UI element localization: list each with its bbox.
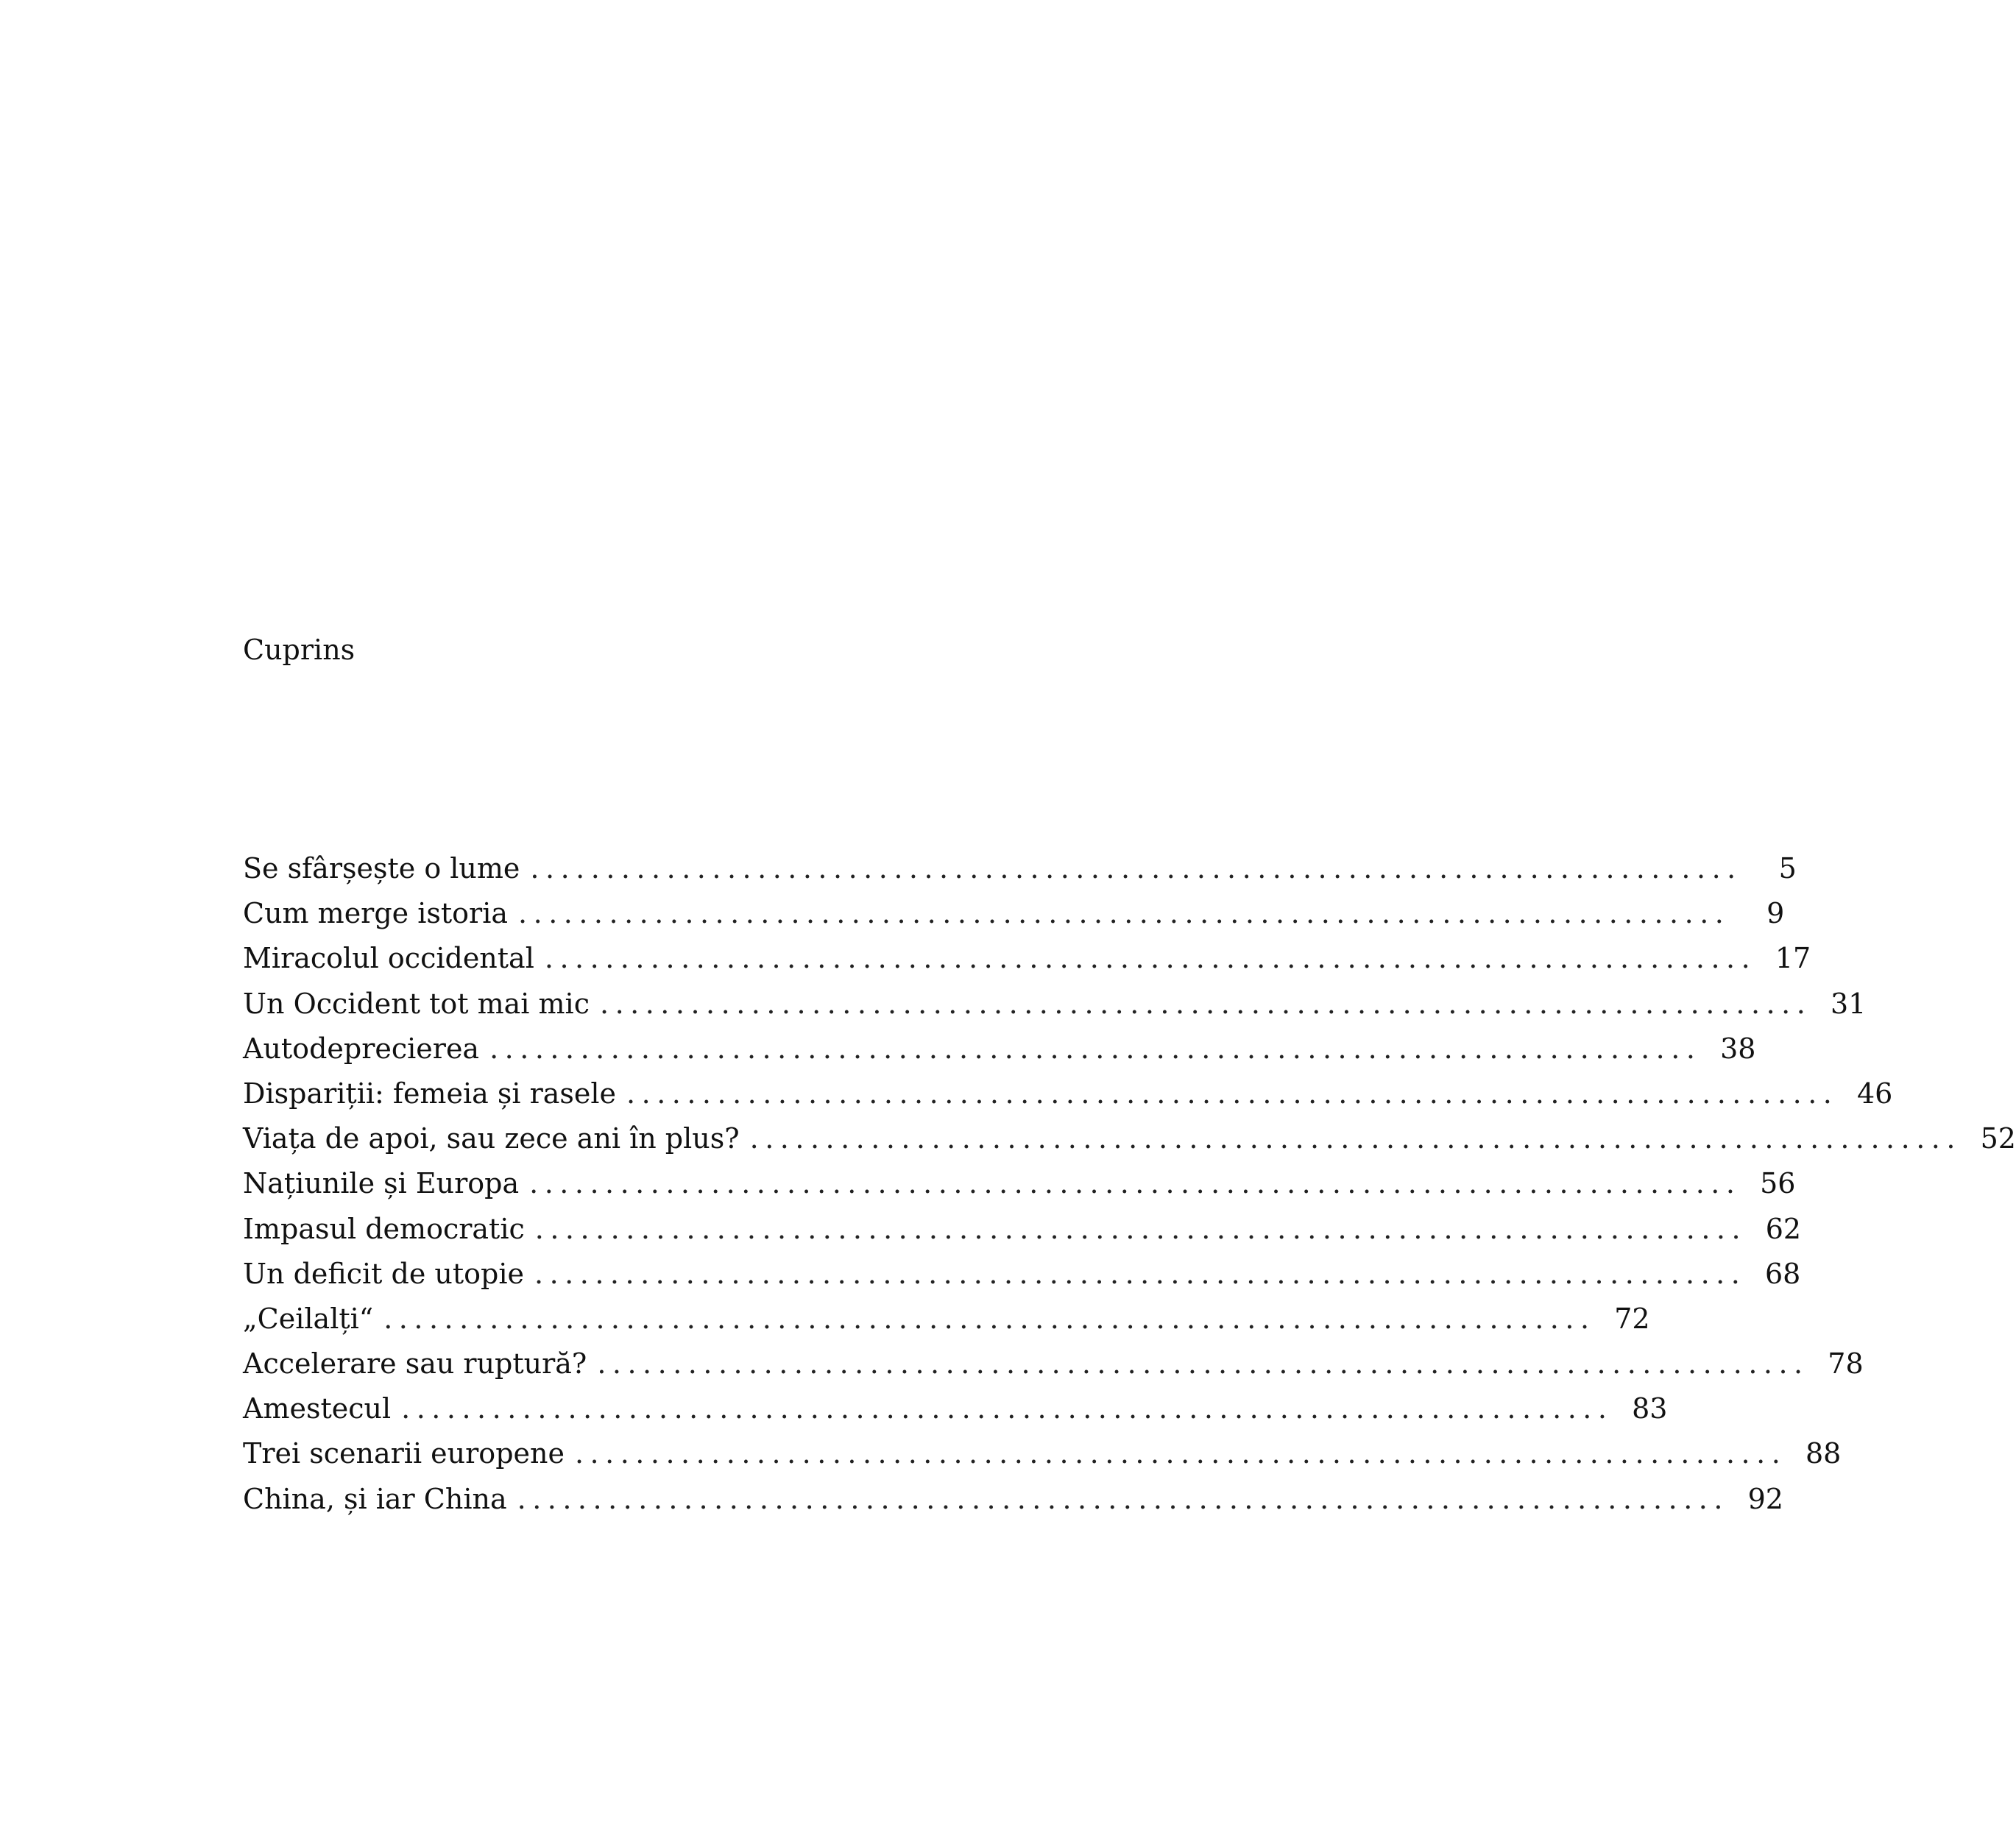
toc-entry: [243, 1390, 1668, 1435]
toc-entry: [243, 940, 1811, 985]
toc-entry: [243, 1345, 1864, 1390]
toc-entry-page: 5: [1778, 852, 1797, 885]
toc-entry-label: Națiunile și Europa: [243, 1167, 520, 1200]
toc-entry-label: Impasul democratic: [243, 1212, 525, 1245]
toc-entry: [243, 1075, 1893, 1120]
toc-entry-label: Miracolul occidental: [243, 942, 534, 975]
toc-entry-page: 83: [1632, 1392, 1668, 1425]
toc-entry: [243, 1211, 1802, 1255]
toc-entry-page: 68: [1764, 1257, 1801, 1290]
toc-entry-page: 88: [1805, 1437, 1842, 1470]
toc-entry: [243, 1165, 1796, 1210]
toc-entry: [243, 1481, 1783, 1525]
toc-entry-page: 92: [1747, 1482, 1783, 1515]
toc-entry: [243, 1435, 1842, 1480]
dot-leader: ................................................................................: [749, 1122, 1962, 1155]
toc-entry-page: 72: [1614, 1302, 1650, 1335]
dot-leader: ................................................................................: [597, 1347, 1809, 1381]
toc-entry-label: Trei scenarii europene: [243, 1437, 565, 1470]
toc-entry: [243, 1255, 1801, 1300]
toc-entry-page: 78: [1828, 1347, 1864, 1381]
toc-entry-label: „Ceilalți“: [243, 1302, 374, 1335]
toc-entry-label: Amestecul: [243, 1392, 392, 1425]
toc-entry-label: Accelerare sau ruptură?: [243, 1347, 587, 1381]
dot-leader: ................................................................................: [534, 1212, 1747, 1245]
toc-entry: [243, 1030, 1756, 1075]
toc-title: Cuprins: [243, 634, 356, 666]
toc-entry-page: 62: [1765, 1212, 1802, 1245]
dot-leader: ................................................................................: [383, 1302, 1596, 1335]
toc-entry-label: Dispariții: femeia și rasele: [243, 1077, 617, 1110]
dot-leader: ................................................................................: [544, 942, 1757, 975]
toc-list: [243, 850, 2016, 1525]
toc-entry: [243, 1300, 1650, 1345]
dot-leader: ................................................................................: [517, 1482, 1729, 1515]
toc-entry-page: 31: [1830, 987, 1867, 1020]
toc-entry-label: Cum merge istoria: [243, 897, 509, 930]
toc-entry-label: Se sfârșește o lume: [243, 852, 520, 885]
toc-entry-page: 56: [1760, 1167, 1796, 1200]
dot-leader: ................................................................................: [626, 1077, 1839, 1110]
toc-entry-label: Un deficit de utopie: [243, 1257, 525, 1290]
toc-entry-label: China, și iar China: [243, 1482, 507, 1515]
dot-leader: ................................................................................: [529, 1167, 1741, 1200]
toc-entry: [243, 1120, 2016, 1165]
toc-entry-page: 52: [1980, 1122, 2016, 1155]
dot-leader: ................................................................................: [530, 852, 1742, 885]
dot-leader: ................................................................................: [534, 1257, 1747, 1290]
toc-entry: [243, 850, 1797, 895]
toc-entry-page: 9: [1766, 897, 1785, 930]
toc-entry-label: Viața de apoi, sau zece ani în plus?: [243, 1122, 740, 1155]
dot-leader: ................................................................................: [599, 987, 1812, 1020]
toc-entry: [243, 895, 1785, 940]
toc-entry-page: 46: [1857, 1077, 1893, 1110]
toc-entry-label: Un Occident tot mai mic: [243, 987, 590, 1020]
dot-leader: ................................................................................: [489, 1032, 1702, 1065]
dot-leader: ................................................................................: [518, 897, 1730, 930]
dot-leader: ................................................................................: [401, 1392, 1613, 1425]
toc-entry-page: 38: [1720, 1032, 1756, 1065]
toc-entry-label: Autodeprecierea: [243, 1032, 480, 1065]
toc-entry: [243, 985, 1867, 1030]
dot-leader: ................................................................................: [574, 1437, 1787, 1470]
toc-entry-page: 17: [1775, 942, 1811, 975]
